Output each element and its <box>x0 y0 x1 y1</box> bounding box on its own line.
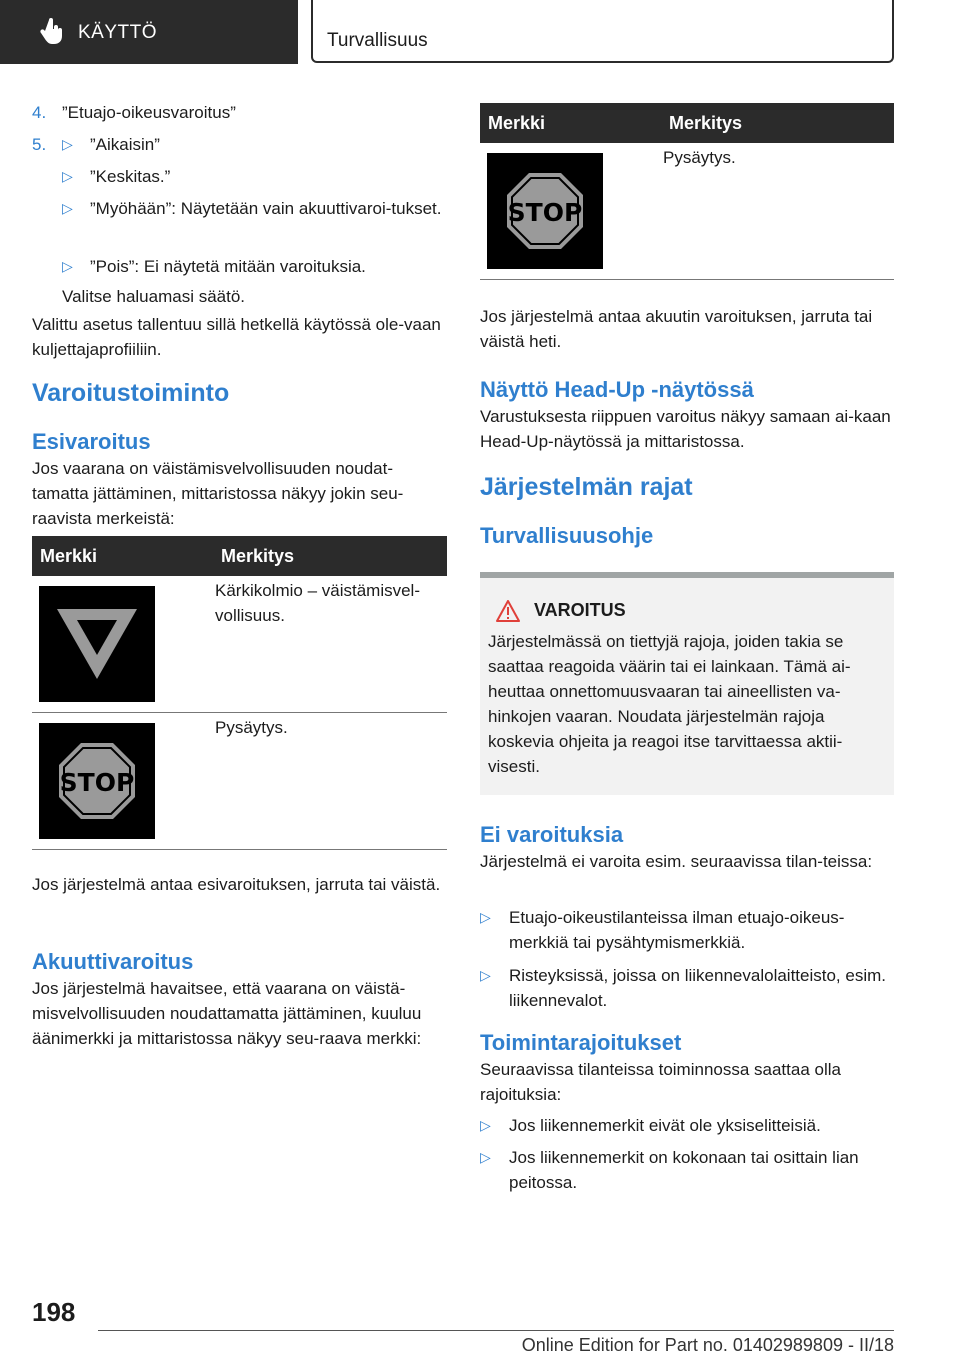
chapter-tab[interactable] <box>0 0 298 64</box>
bullet-triangle-icon: ▷ <box>62 136 73 152</box>
table-cell-meaning: Pysäytys. <box>197 713 447 850</box>
left-column <box>32 100 447 1051</box>
chapter-label: KÄYTTÖ <box>78 21 158 43</box>
sign-table-pre-warning <box>32 536 447 850</box>
heading-head-up: Näyttö Head-Up -näytössä <box>480 377 754 402</box>
list-text: ”Etuajo-oikeusvaroitus” <box>62 103 236 122</box>
heading-varoitustoiminto: Varoitustoiminto <box>32 379 230 407</box>
warning-title-row <box>488 598 884 623</box>
right-column <box>480 103 894 1195</box>
sub-item-text: ”Keskitas.” <box>90 167 171 186</box>
bullet-triangle-icon: ▷ <box>480 909 491 925</box>
yield-sign-image <box>39 586 155 702</box>
sub-item-text: ”Aikaisin” <box>90 135 160 154</box>
list-item <box>480 1113 894 1145</box>
sign-table-acute-warning <box>480 103 894 280</box>
list-item-5 <box>32 132 447 164</box>
edition-text: Online Edition for Part no. 01402989809 - II/18 <box>521 1335 894 1355</box>
table-row <box>32 713 447 850</box>
svg-text:STOP: STOP <box>507 198 583 227</box>
list-item-text: Risteyksissä, joissa on liikennevalolaitteisto, esim. liikennevalot. <box>509 966 886 1010</box>
list-item-text: Jos liikennemerkit on kokonaan tai osittain lian peitossa. <box>509 1148 859 1192</box>
section-title: Turvallisuus <box>327 30 428 51</box>
sub-item <box>32 164 447 196</box>
warning-title: VAROITUS <box>534 600 626 620</box>
table-row <box>480 143 894 280</box>
heading-ei-varoituksia: Ei varoituksia <box>480 822 624 847</box>
table-cell-meaning: Kärkikolmio – väistämisvel-vollisuus. <box>197 576 447 713</box>
list-item <box>480 1145 894 1195</box>
stop-sign-icon <box>505 171 585 251</box>
sub-item <box>32 196 447 254</box>
list-item-text: Etuajo-oikeustilanteissa ilman etuajo-oikeus-merkkiä tai pysähtymismerkkiä. <box>509 908 845 952</box>
page-number: 198 <box>32 1297 76 1327</box>
stop-sign-icon <box>57 741 137 821</box>
heading-turvallisuusohje: Turvallisuusohje <box>480 523 654 548</box>
list-item <box>480 963 894 1021</box>
table-cell-meaning: Pysäytys. <box>645 143 894 280</box>
list-number: 5. <box>32 135 47 154</box>
sub-item-text: ”Pois”: Ei näytetä mitään varoituksia. <box>90 257 366 276</box>
body-text: Seuraavissa tilanteissa toiminnossa saattaa olla rajoituksia: <box>480 1060 841 1104</box>
table-header-sign: Merkki <box>32 536 197 576</box>
list-item-text: Jos liikennemerkit eivät ole yksiselitteisiä. <box>509 1116 821 1135</box>
table-header-sign: Merkki <box>480 103 645 143</box>
heading-jarjestelman-rajat: Järjestelmän rajat <box>480 473 693 501</box>
heading-esivaroitus: Esivaroitus <box>32 429 151 454</box>
list-item <box>480 905 894 963</box>
bullet-triangle-icon: ▷ <box>62 258 73 274</box>
warning-text: Järjestelmässä on tiettyjä rajoja, joiden takia se saattaa reagoida väärin tai ei lainkaan. Tämä ai-heuttaa onnettomuusvaaran tai aineellisten va-hinkojen vaaran. Noudata järjestelmän rajoja koskevia ohjeita ja reagoi itse tarvittaessa aktii-visesti. <box>488 632 851 776</box>
table-header-meaning: Merkitys <box>645 103 894 143</box>
bullet-triangle-icon: ▷ <box>480 1149 491 1165</box>
footer-divider <box>98 1330 894 1331</box>
body-text: Jos järjestelmä antaa esivaroituksen, jarruta tai väistä. <box>32 875 441 894</box>
body-text: Varustuksesta riippuen varoitus näkyy samaan ai-kaan Head-Up-näytössä ja mittaristossa. <box>480 407 891 451</box>
sub-item <box>32 254 447 284</box>
body-text: Järjestelmä ei varoita esim. seuraavissa tilan-teissa: <box>480 852 873 871</box>
heading-akuuttivaroitus: Akuuttivaroitus <box>32 949 194 974</box>
body-text: Jos järjestelmä havaitsee, että vaarana on väistä-misvelvollisuuden noudattamatta jättäminen, kuuluu äänimerkki ja mittaristossa näkyy seu-raava merkki: <box>32 979 422 1048</box>
body-text: Valittu asetus tallentuu sillä hetkellä käytössä ole-vaan kuljettajaprofiiliin. <box>32 315 441 359</box>
bullet-triangle-icon: ▷ <box>62 168 73 184</box>
bullet-triangle-icon: ▷ <box>62 200 73 216</box>
warning-box <box>480 572 894 795</box>
list-number: 4. <box>32 103 47 122</box>
stop-sign-image <box>39 723 155 839</box>
stop-sign-image <box>487 153 603 269</box>
sub-item-text: ”Myöhään”: Näytetään vain akuuttivaroi-tukset. <box>90 199 442 218</box>
bullet-triangle-icon: ▷ <box>480 967 491 983</box>
table-row <box>32 576 447 713</box>
table-header-meaning: Merkitys <box>197 536 447 576</box>
body-text: Jos vaarana on väistämisvelvollisuuden noudat-tamatta jättäminen, mittaristossa näkyy jokin seu-raavista merkeistä: <box>32 459 404 528</box>
warning-triangle-icon <box>496 600 520 622</box>
instruction-text: Valitse haluamasi säätö. <box>62 287 246 306</box>
hand-pointer-icon <box>40 18 64 46</box>
bullet-triangle-icon: ▷ <box>480 1117 491 1133</box>
heading-toimintarajoitukset: Toimintarajoitukset <box>480 1030 682 1055</box>
svg-text:STOP: STOP <box>59 768 135 797</box>
section-header <box>311 0 894 63</box>
body-text: Jos järjestelmä antaa akuutin varoituksen, jarruta tai väistä heti. <box>480 307 873 351</box>
yield-triangle-icon <box>55 607 139 681</box>
list-item-4 <box>32 100 447 132</box>
